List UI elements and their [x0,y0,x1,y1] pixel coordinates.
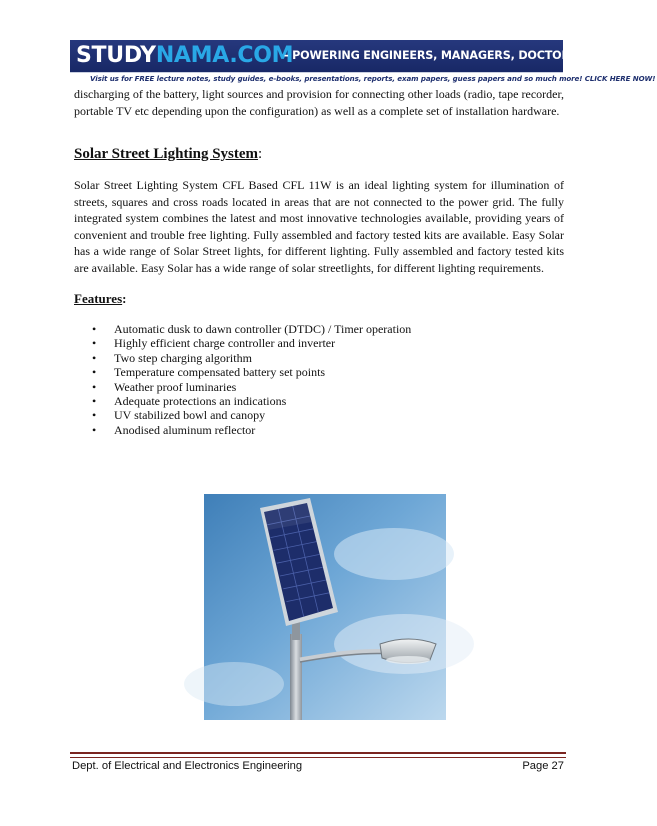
section-heading-title: Solar Street Lighting System [74,146,259,162]
banner-promo-strip[interactable] [70,72,656,87]
list-item: • UV stabilized bowl and canopy [92,408,266,423]
list-item: • Highly efficient charge controller and inverter [92,336,336,351]
bullet-icon: • [92,336,97,351]
bullet-icon: • [92,365,97,380]
solar-street-light-photo [204,494,446,720]
list-item: • Two step charging algorithm [92,350,252,365]
page-number: Page 27 [522,760,564,772]
banner-tagline: - POWERING ENGINEERS, MANAGERS, DOCTORS & LAWYERS. [284,49,657,62]
list-item: • Anodised aluminum reflector [92,422,256,437]
banner-top-bar [70,40,657,72]
list-item: • Temperature compensated battery set points [92,365,326,380]
bullet-icon: • [92,394,97,409]
studynama-banner[interactable] [70,40,657,86]
list-item: • Automatic dusk to dawn controller (DTDC) / Timer operation [92,322,412,336]
bullet-icon: • [92,350,97,365]
brand-logo[interactable]: STUDYNAMA.COM [76,43,294,68]
features-heading-title: Features [74,291,123,306]
solar-street-light-illustration [204,494,446,720]
bullet-icon: • [92,379,97,394]
list-item: • Adequate protections an indications [92,394,287,409]
bullet-icon: • [92,322,97,336]
footer-divider [70,752,566,758]
section-heading: Solar Street Lighting System: [74,146,263,162]
features-list [92,322,411,437]
features-heading: Features: [74,291,127,306]
bullet-icon: • [92,422,97,437]
intro-paragraph: discharging of the battery, light sources and provision for connecting other loads (radio, tape recorder, portable TV etc depending upon the configuration) as well as a complete set of installation hardware. [74,87,564,118]
bullet-icon: • [92,408,97,423]
footer-department: Dept. of Electrical and Electronics Engineering [72,760,303,772]
section-body-paragraph: Solar Street Lighting System CFL Based CFL 11W is an ideal lighting system for illumination of streets, squares and cross roads located in areas that are not connected to the power grid. The fully integrated system combines the latest and most innovative technologies available, providing years of convenient and trouble free lighting. Fully assembled and factory tested kits are available. Easy Solar has a wide range of Solar Street lights, for different lighting. Fully assembled and factory tested kits are available. Easy Solar has a wide range of solar streetlights, for different lighting requirements. [74,178,564,275]
list-item: • Weather proof luminaries [92,379,237,394]
banner-promo-text[interactable]: Visit us for FREE lecture notes, study guides, e-books, presentations, reports, exam papers, guess papers and so much more! CLICK HERE NOW! [90,74,656,83]
